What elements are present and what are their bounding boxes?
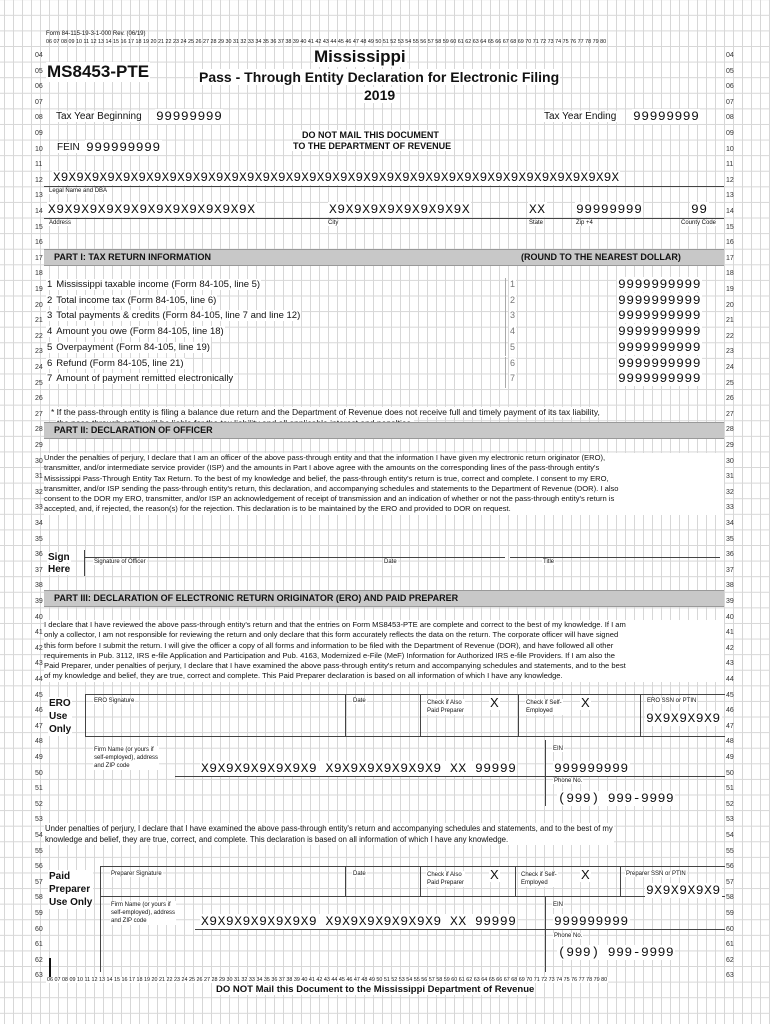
part1-line-value[interactable]: 9999999999	[618, 308, 702, 324]
part3-line: Paid Preparer, under penalties of perjury, I declare that I have examined the above pass-through entity's return and accompanying schedules and statements, and to the best	[44, 661, 626, 671]
row-number: 30	[726, 457, 734, 465]
part1-box-divider	[505, 294, 506, 310]
part1-line-label	[46, 310, 301, 321]
row-number: 20	[35, 301, 43, 309]
ero-col-1	[345, 694, 346, 736]
row-number: 57	[726, 878, 734, 886]
officer-title-label: Title	[543, 559, 555, 565]
part1-line-label	[46, 373, 234, 384]
row-number: 59	[726, 910, 734, 917]
officer-signature-line[interactable]	[85, 557, 505, 558]
state-label: State	[529, 220, 544, 226]
ero-check-self-label	[525, 699, 563, 715]
ero-ein-divider	[545, 740, 546, 806]
preparer-check-also-checkbox[interactable]: X	[490, 867, 499, 882]
row-number: 12	[35, 176, 43, 184]
preparer-firm-rule	[195, 929, 725, 930]
row-number: 27	[35, 410, 43, 418]
row-number: 20	[726, 301, 734, 309]
row-number: 27	[726, 410, 734, 418]
row-number: 48	[726, 738, 734, 746]
entity-name-value[interactable]: X9X9X9X9X9X9X9X9X9X9X9X9X9X9X9X9X9X9X9X9X9X9X9X9X9X9X9X9X9X9X9X9X9X9X9X9X	[53, 171, 620, 185]
row-number: 40	[35, 613, 43, 621]
footer-do-not-mail: DO NOT Mail this Document to the Mississippi Department of Revenue	[216, 984, 535, 995]
row-number: 38	[726, 582, 734, 590]
row-number: 06	[35, 83, 43, 91]
row-number: 08	[726, 114, 734, 122]
part1-box-divider	[505, 357, 506, 373]
row-number: 23	[726, 348, 734, 356]
row-number: 51	[726, 785, 734, 793]
part1-line-number: 6	[47, 357, 53, 369]
row-number: 36	[35, 551, 43, 559]
zip-label: Zip +4	[576, 220, 593, 226]
row-number: 15	[726, 223, 734, 231]
preparer-col-4	[620, 866, 621, 896]
ero-phone-value[interactable]: (999) 999-9999	[558, 791, 675, 806]
tax-year-beginning-label: Tax Year Beginning	[56, 111, 142, 122]
row-number: 33	[726, 504, 734, 512]
preparer-col-2	[420, 866, 421, 896]
row-number: 37	[726, 566, 734, 574]
row-number: 11	[35, 161, 43, 169]
do-not-mail-line1: DO NOT MAIL THIS DOCUMENT	[302, 130, 439, 140]
row-number: 50	[726, 769, 734, 777]
part3-line: this form before I submit the return. I will give the officer a copy of all forms and information to be filed with the Department of Revenue (DOR), and have followed all other	[44, 640, 614, 650]
part1-box-number: 2	[510, 294, 516, 305]
row-number: 46	[35, 707, 43, 715]
row-number: 51	[35, 785, 43, 793]
ero-col-3	[518, 694, 519, 736]
preparer-firm-label-2: self-employed), address	[111, 910, 176, 916]
county-value[interactable]: 99	[691, 202, 708, 217]
part1-box-number: 3	[510, 310, 516, 321]
tax-year-ending-label: Tax Year Ending	[544, 111, 617, 122]
part1-title: PART I: TAX RETURN INFORMATION	[54, 252, 211, 262]
part1-box-number: 5	[510, 341, 516, 352]
row-number: 32	[35, 488, 43, 496]
row-number: 19	[726, 286, 734, 293]
do-not-mail-line2: TO THE DEPARTMENT OF REVENUE	[293, 141, 452, 151]
preparer-ssn-label: Preparer SSN or PTIN	[626, 871, 686, 877]
row-number: 44	[726, 676, 734, 683]
preparer-label-2: Preparer	[49, 884, 91, 895]
row-number: 28	[35, 426, 43, 434]
preparer-check-self-label-2: Employed	[521, 880, 548, 886]
row-number: 40	[726, 613, 734, 621]
ero-firm-rule	[175, 776, 725, 777]
part1-box-divider	[505, 309, 506, 325]
part1-line-value[interactable]: 9999999999	[618, 371, 702, 387]
row-number: 58	[35, 894, 43, 902]
row-number: 54	[726, 832, 734, 839]
ero-check-self-label-1: Check if Self-	[526, 700, 562, 706]
row-number: 21	[35, 317, 43, 325]
row-number: 23	[35, 348, 43, 356]
ero-ssn-value[interactable]: 9X9X9X9X9	[646, 711, 721, 726]
officer-date-label: Date	[384, 559, 397, 565]
part1-box-number: 6	[510, 357, 516, 368]
row-number: 19	[35, 286, 43, 293]
preparer-col-1	[345, 866, 346, 896]
row-number: 11	[726, 161, 734, 169]
address-label: Address	[49, 220, 72, 226]
part3-title: PART III: DECLARATION OF ELECTRONIC RETURN ORIGINATOR (ERO) AND PAID PREPARER	[54, 593, 459, 603]
round-note: (ROUND TO THE NEAREST DOLLAR)	[521, 252, 681, 262]
row-number: 49	[35, 754, 43, 761]
row-number: 17	[35, 254, 43, 262]
sign-divider	[84, 550, 85, 576]
row-number: 58	[726, 894, 734, 902]
preparer-firm-label-1: Firm Name (or yours if	[111, 902, 171, 908]
form-code: MS8453-PTE	[47, 62, 150, 81]
part1-line-value[interactable]: 9999999999	[618, 277, 702, 292]
row-number: 57	[35, 878, 43, 886]
row-number: 32	[726, 488, 734, 496]
part1-line-number: 2	[47, 294, 53, 306]
city-label: City	[328, 220, 339, 226]
part2-line: Mississippi Pass-Through Entity Tax Return. To the best of my knowledge and belief, the pass-through entity's return is true, correct and complete. I consent to my ERO,	[44, 473, 609, 483]
row-number: 49	[726, 754, 734, 761]
form-title: Pass - Through Entity Declaration for Electronic Filing	[199, 69, 560, 85]
address-value[interactable]: X9X9X9X9X9X9X9X9X9X9X9X9X	[48, 202, 256, 217]
row-number: 36	[726, 551, 734, 559]
preparer-firm-label-3: and ZIP code	[111, 918, 147, 924]
row-number: 56	[35, 863, 43, 871]
row-number: 26	[35, 395, 43, 403]
row-number: 61	[726, 941, 734, 949]
row-number: 05	[35, 67, 43, 75]
row-number: 07	[726, 98, 734, 106]
row-number: 04	[35, 52, 43, 59]
row-number: 47	[726, 722, 734, 730]
row-number: 62	[726, 956, 734, 964]
form-year: 2019	[364, 87, 396, 103]
row-number: 16	[35, 239, 43, 247]
preparer-ein-label: EIN	[553, 902, 564, 908]
row-number: 39	[35, 598, 43, 605]
ero-divider	[85, 694, 86, 736]
part1-line-number: 5	[47, 341, 53, 353]
row-number: 62	[35, 956, 43, 964]
row-number: 16	[726, 239, 734, 247]
row-number: 10	[726, 145, 734, 153]
fein-label: FEIN	[57, 142, 80, 153]
row-number: 25	[726, 379, 734, 387]
row-number: 60	[35, 925, 43, 933]
row-number: 45	[35, 691, 43, 699]
part1-header	[44, 249, 724, 266]
row-number: 37	[35, 566, 43, 574]
part1-line-text: Total income tax (Form 84-105, line 6)	[56, 294, 217, 306]
ero-firm-value[interactable]: X9X9X9X9X9X9X9 X9X9X9X9X9X9X9 XX 99999	[201, 761, 517, 776]
part2-line: accepted, and, if rejected, the reason(s) for the rejection. This declaration is to be maintained by the ERO and provided to DOR on request.	[44, 504, 511, 514]
part1-line-text: Amount you owe (Form 84-105, line 18)	[56, 326, 224, 338]
tax-year-ending-value[interactable]: 99999999	[633, 109, 700, 124]
preparer-check-self-label-1: Check if Self-	[521, 872, 557, 878]
row-number: 05	[726, 67, 734, 75]
row-number: 63	[726, 972, 734, 980]
signature-of-officer-label: Signature of Officer	[94, 559, 146, 565]
row-number: 41	[726, 629, 734, 637]
row-number: 22	[726, 332, 734, 340]
ero-ein-value[interactable]: 999999999	[554, 761, 629, 776]
column-ruler-top: 06 07 08 09 10 11 12 13 14 15 16 17 18 19 20 21 22 23 24 25 26 27 28 29 30 31 32 33 34 35 36 37 38 39 40 41 42 43 44 45 46 47 48 49 50 51 52 53 54 55 56 57 58 59 60 61 62 63 64 65 66 67 68 69 70 71 72 73 74 75 76 77 78 79 80	[46, 39, 607, 45]
row-number: 35	[726, 535, 734, 543]
part2-header	[44, 422, 724, 439]
preparer-mid-rule	[100, 896, 725, 897]
part1-line-value[interactable]: 9999999999	[618, 324, 702, 340]
ero-ssn-label: ERO SSN or PTIN	[647, 698, 697, 704]
row-number: 63	[35, 972, 43, 980]
ero-ein-label: EIN	[553, 746, 564, 752]
row-number: 12	[726, 176, 734, 184]
ero-check-self-checkbox[interactable]: X	[581, 695, 590, 710]
row-number: 30	[35, 457, 43, 465]
zip-value[interactable]: 99999999	[576, 202, 643, 217]
part2-line: Under the penalties of perjury, I declare that I am an officer of the above pass-through entity and that the information I have given my electronic return originator (ERO),	[44, 453, 606, 462]
part3-line: requirements in Pub. 3112, IRS e-file Application and Participation and Pub. 4163, Modernized e-File (MeF) Information for Authorized IRS e-file Providers. If I am also the	[44, 650, 615, 660]
row-number: 33	[35, 504, 43, 512]
paid-preparer-label	[48, 870, 93, 909]
part2-line: transmitter, and/or ISP sending the pass-through entity's return, this declaration, and accompanying schedules and statements to the Department of Revenue (DOR). I also	[44, 483, 619, 493]
part1-line-number: 3	[47, 310, 53, 322]
row-number: 60	[726, 925, 734, 933]
ero-label-2: Use	[49, 711, 68, 722]
preparer-label-3: Use Only	[49, 897, 93, 908]
row-number: 13	[35, 192, 43, 200]
preparer-col-3	[515, 866, 516, 896]
preparer-check-also-label-2: Paid Preparer	[427, 880, 465, 886]
row-number: 18	[726, 270, 734, 278]
part2-line: consent to the DOR my ERO, transmitter, and/or ISP an acknowledgement of receipt of transmission and an indication of whether or not the pass-through entity's return is	[44, 494, 615, 504]
preparer-signature-label: Preparer Signature	[111, 871, 162, 877]
row-number: 54	[35, 832, 43, 839]
entity-name-label: Legal Name and DBA	[49, 188, 108, 194]
row-number: 53	[35, 816, 43, 824]
column-ruler-bottom: 06 07 08 09 10 11 12 13 14 15 16 17 18 19 20 21 22 23 24 25 26 27 28 29 30 31 32 33 34 35 36 37 38 39 40 41 42 43 44 45 46 47 48 49 50 51 52 53 54 55 56 57 58 59 60 61 62 63 64 65 66 67 68 69 70 71 72 73 74 75 76 77 78 79 80	[47, 977, 608, 983]
preparer-declaration	[44, 823, 614, 845]
row-number: 09	[726, 130, 734, 137]
part3-header	[44, 590, 724, 607]
part1-line-label	[46, 279, 261, 290]
ero-use-only-label	[48, 697, 72, 736]
part1-line-label	[46, 326, 225, 337]
row-number: 18	[35, 270, 43, 278]
county-label: County Code	[681, 220, 717, 226]
row-number: 42	[726, 644, 734, 652]
part1-box-divider	[505, 372, 506, 388]
row-number: 26	[726, 395, 734, 403]
row-number: 55	[35, 847, 43, 855]
ero-firm-label-1: Firm Name (or yours if	[94, 747, 154, 753]
row-number: 17	[726, 254, 734, 262]
row-number: 41	[35, 629, 43, 637]
row-number: 09	[35, 130, 43, 137]
title-line[interactable]	[510, 557, 720, 558]
part1-line-number: 1	[47, 279, 53, 290]
preparer-top-rule	[100, 866, 725, 867]
row-number: 07	[35, 98, 43, 106]
part2-line: transmitter, and/or intermediate service provider (ISP) and the amounts in Part I above agree with the amounts on the corresponding lines of the pass-through entity's	[44, 463, 600, 473]
part2-declaration	[44, 453, 724, 515]
row-number: 53	[726, 816, 734, 824]
row-number: 31	[35, 473, 43, 481]
part1-line-number: 7	[47, 373, 53, 385]
preparer-phone-label: Phone No.	[554, 933, 583, 939]
here-label: Here	[48, 564, 71, 575]
preparer-ein-value[interactable]: 999999999	[554, 914, 629, 929]
ero-check-paid-label-1: Check if Also	[427, 700, 462, 706]
preparer-firm-value[interactable]: X9X9X9X9X9X9X9 X9X9X9X9X9X9X9 XX 99999	[201, 914, 517, 929]
row-number: 34	[35, 520, 43, 527]
part1-line-label	[46, 358, 185, 369]
row-number: 29	[726, 442, 734, 449]
row-number: 38	[35, 582, 43, 590]
row-number: 21	[726, 317, 734, 325]
address-rule	[44, 218, 724, 219]
city-value[interactable]: X9X9X9X9X9X9X9X9X	[329, 202, 471, 217]
row-number: 31	[726, 473, 734, 481]
row-number: 56	[726, 863, 734, 871]
part1-line-value[interactable]: 9999999999	[618, 339, 702, 355]
ero-signature-label: ERO Signature	[94, 698, 135, 704]
preparer-check-self-label	[520, 871, 558, 887]
row-number: 52	[726, 800, 734, 808]
ero-check-paid-label	[426, 699, 465, 715]
row-number: 45	[726, 691, 734, 699]
part2-title: PART II: DECLARATION OF OFFICER	[54, 425, 213, 435]
row-number: 55	[726, 847, 734, 855]
ero-check-self-label-2: Employed	[526, 708, 553, 714]
ero-bottom-rule	[85, 736, 725, 737]
preparer-ein-divider	[545, 896, 546, 972]
preparer-date-label: Date	[353, 871, 366, 877]
row-number: 24	[726, 364, 734, 371]
part1-box-number: 1	[510, 279, 516, 289]
state-value[interactable]: XX	[529, 202, 546, 217]
ero-firm-label-2: self-employed), address	[94, 755, 159, 761]
row-number: 28	[726, 426, 734, 434]
ero-top-rule	[85, 694, 725, 695]
ero-label-3: Only	[49, 724, 72, 735]
row-number: 43	[726, 660, 734, 668]
row-number: 61	[35, 941, 43, 949]
row-number: 10	[35, 145, 43, 153]
ero-label-1: ERO	[49, 698, 71, 709]
row-number: 44	[35, 676, 43, 683]
row-number: 46	[726, 707, 734, 715]
row-number: 42	[35, 644, 43, 652]
row-number: 34	[726, 520, 734, 527]
ero-phone-label: Phone No.	[554, 778, 583, 784]
preparer-check-also-label-1: Check if Also	[427, 872, 462, 878]
row-number: 48	[35, 738, 43, 746]
row-number: 22	[35, 332, 43, 340]
row-number: 06	[726, 83, 734, 91]
tax-year-beginning-value[interactable]: 99999999	[156, 109, 223, 124]
preparer-firm-label	[110, 901, 176, 925]
row-number: 47	[35, 722, 43, 730]
state-name: Mississippi	[314, 47, 406, 66]
row-number: 08	[35, 114, 43, 122]
preparer-decl-line-1: Under penalties of perjury, I declare that I have examined the above pass-through entity's return and accompanying schedules and statements, and to the best of my	[45, 824, 613, 833]
part3-line: of my knowledge and belief, they are true, correct and complete. This Paid Preparer declaration is based on all information of which I have any knowledge.	[44, 671, 563, 681]
row-number: 50	[35, 769, 43, 777]
part1-line-number: 4	[47, 326, 53, 338]
part1-line-label	[46, 342, 211, 353]
ero-firm-label-3: and ZIP code	[94, 763, 130, 769]
preparer-ssn-value[interactable]: 9X9X9X9X9	[646, 883, 721, 898]
ero-col-2	[420, 694, 421, 736]
ero-col-4	[640, 694, 641, 736]
part1-line-text: Refund (Form 84-105, line 21)	[56, 357, 184, 369]
preparer-check-also-label	[426, 871, 465, 887]
balance-due-note-line1: * If the pass-through entity is filing a balance due return and the Department of Revenue does not receive full and timely payment of its tax liability,	[51, 407, 600, 417]
row-number: 39	[726, 598, 734, 605]
part1-box-divider	[505, 325, 506, 341]
part3-line: only a collector, I am not responsible for reviewing the return and only declare that this form accurately reflects the data on the return. The corporate officer will have signed	[44, 630, 619, 640]
part1-line-text: Amount of payment remitted electronically	[56, 373, 234, 385]
part1-line-text: Mississippi taxable income (Form 84-105, line 5)	[56, 279, 261, 290]
part1-line-text: Overpayment (Form 84-105, line 19)	[56, 341, 210, 353]
part3-declaration	[44, 620, 724, 682]
row-number: 29	[35, 442, 43, 449]
part1-box-number: 4	[510, 326, 516, 337]
sign-label: Sign	[48, 552, 70, 563]
preparer-divider	[100, 866, 101, 972]
row-number: 15	[35, 223, 43, 231]
row-number: 14	[35, 208, 43, 215]
ero-date-label: Date	[353, 698, 366, 704]
preparer-decl-line-2: knowledge and belief, they are true, correct, and complete. This declaration is based on all information of which I have any knowledge.	[45, 835, 509, 844]
part1-line-text: Total payments & credits (Form 84-105, line 7 and line 12)	[56, 310, 301, 322]
row-number: 13	[726, 192, 734, 200]
row-number: 43	[35, 660, 43, 668]
part1-box-divider	[505, 278, 506, 294]
ero-check-paid-label-2: Paid Preparer	[427, 708, 465, 714]
row-number: 52	[35, 800, 43, 808]
part1-box-number: 7	[510, 373, 516, 384]
row-number: 35	[35, 535, 43, 543]
row-number: 14	[726, 208, 734, 215]
row-number: 04	[726, 52, 734, 59]
part1-box-divider	[505, 341, 506, 357]
fein-value[interactable]: 999999999	[86, 140, 161, 155]
preparer-label-1: Paid	[49, 871, 71, 882]
row-number: 59	[35, 910, 43, 917]
part3-line: I declare that I have reviewed the above pass-through entity's return and that the entries on Form MS8453-PTE are complete and correct to the best of my knowledge. If I am	[44, 620, 626, 629]
preparer-phone-value[interactable]: (999) 999-9999	[558, 945, 675, 960]
row-number: 24	[35, 364, 43, 371]
part1-line-value[interactable]: 9999999999	[618, 292, 702, 308]
preparer-check-self-checkbox[interactable]: X	[581, 867, 590, 882]
form-id: Form 84-115-19-3-1-000 Rev. (06/19)	[46, 31, 146, 37]
part1-line-label	[46, 295, 217, 306]
row-number: 25	[35, 379, 43, 387]
name-rule	[44, 186, 724, 187]
ero-check-paid-checkbox[interactable]: X	[490, 695, 499, 710]
ero-firm-label	[93, 746, 159, 770]
part1-line-value[interactable]: 9999999999	[618, 355, 702, 371]
